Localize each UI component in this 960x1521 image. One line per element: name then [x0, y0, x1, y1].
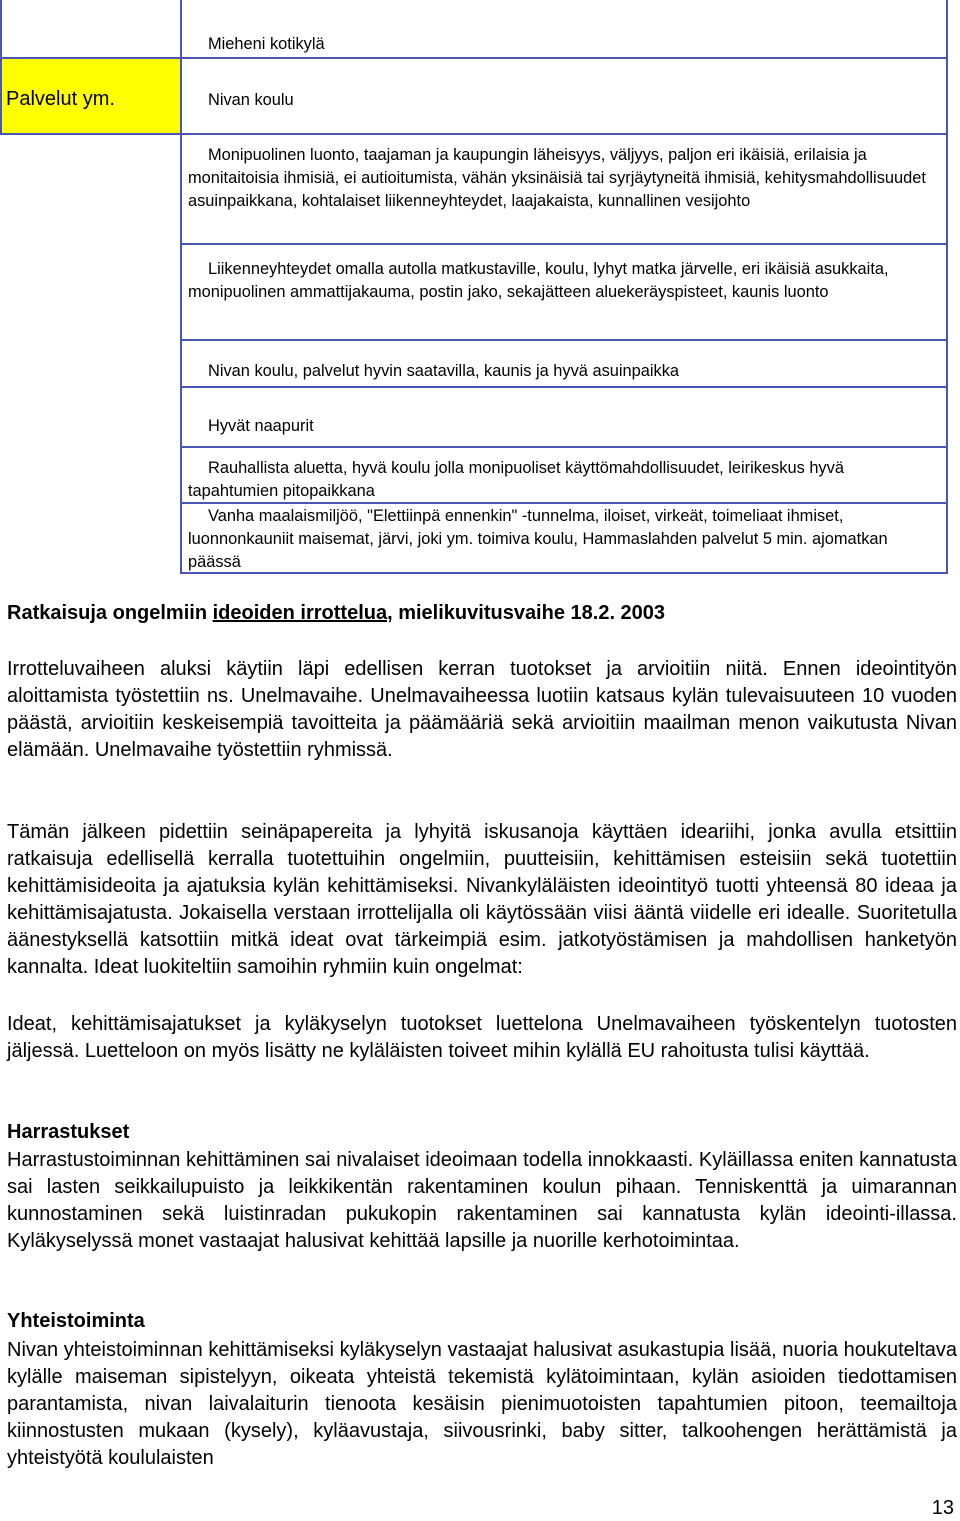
table-cell: Liikenneyhteydet omalla autolla matkustaville, koulu, lyhyt matka järvelle, eri ikäisiä asukkaita, monipuolinen ammattijakauma, postin jako, sekajätteen aluekeräyspisteet, kaunis luonto: [188, 260, 889, 301]
table-cell: Hyvät naapurit: [208, 417, 314, 435]
table-cell: Vanha maalaismiljöö, "Elettiinpä ennenkin" -tunnelma, iloiset, virkeät, toimeliaat ihmiset, luonnonkauniit maisemat, järvi, joki ym. toimiva koulu, Hammaslahden palvelut 5 min. ajomatkan päässä: [188, 507, 888, 571]
heading-part-3: mielikuvitusvaihe 18.2. 2003: [398, 602, 666, 624]
heading-part-1: Ratkaisuja ongelmiin: [7, 602, 208, 624]
table-cell: Nivan koulu, palvelut hyvin saatavilla, kaunis ja hyvä asuinpaikka: [208, 362, 680, 380]
table-row-line: [180, 243, 948, 245]
subheading-harrastukset: Harrastukset: [7, 1121, 130, 1143]
paragraph: Tämän jälkeen pidettiin seinäpapereita ja lyhyitä iskusanoja käyttäen ideariihi, jonka avulla etsittiin ratkaisuja edellisellä kerralla tuotettuihin ongelmiin, puutteisiin, kehittämisen esteisiin sekä tuotettiin kehittämisideoita ja ajatuksia kylän kehittämiseksi. Nivankyläläisten ideointityö tuotti yhteensä 80 ideaa ja kehittämisajatusta. Jokaisella verstaan irrottelijalla oli käytössään viisi ääntä viidelle eri idealle. Suoritetulla äänestyksellä katsottiin mitkä ideat ovat tärkeimpiä esim. jatkotyöstämisen ja mahdollisen hanketyön kannalta. Ideat luokiteltiin samoihin ryhmiin kuin ongelmat:: [7, 821, 957, 978]
page-number: 13: [931, 1497, 954, 1519]
table-row-line: [180, 446, 948, 448]
table-cell: Monipuolinen luonto, taajaman ja kaupungin läheisyys, väljyys, paljon eri ikäisiä, erilaisia ja monitaitoisia ihmisiä, ei autioitumista, vähän yksinäisiä tai syrjäytyneitä ihmisiä, kehitysmahdollisuudet asuinpaikkana, kohtalaiset liikenneyhteydet, laajakaista, kunnallinen vesijohto: [188, 146, 926, 210]
paragraph: Harrastustoiminnan kehittäminen sai nivalaiset ideoimaan todella innokkaasti. Kyläillassa eniten kannatusta sai lasten seikkailupuisto ja leikkikentän rakentaminen koulun pihaan. Tenniskenttä ja uimarannan kunnostaminen sekä luistinradan pukukopin rakentaminen sai kannatusta kylän ideointi-illassa. Kyläkyselyssä monet vastaajat halusivat kehittää lapsille ja nuorille kerhotoimintaa.: [7, 1149, 957, 1252]
section-heading: [7, 602, 665, 625]
table-row-line: [0, 133, 948, 135]
table-cell: Rauhallista aluetta, hyvä koulu jolla monipuoliset käyttömahdollisuudet, leirikeskus hyvä tapahtumien pitopaikkana: [188, 459, 844, 500]
heading-part-2: ideoiden irrottelua,: [212, 602, 393, 624]
paragraph: Ideat, kehittämisajatukset ja kyläkyselyn tuotokset luettelona Unelmavaiheen työskentelyn tuotosten jäljessä. Luetteloon on myös lisätty ne kyläläisten toiveet mihin kylällä EU rahoitusta tulisi käyttää.: [7, 1013, 957, 1062]
table-label: Palvelut ym.: [6, 88, 115, 110]
paragraph: Irrotteluvaiheen aluksi käytiin läpi edellisen kerran tuotokset ja arvioitiin niitä. Ennen ideointityön aloittamista työstettiin ns. Unelmavaihe. Unelmavaiheessa luotiin katsaus kylän tulevaisuuteen 10 vuoden päästä, arvioitiin keskeisempiä tavoitteita ja päämääriä sekä arvioitiin maailman menon vaikutusta Nivan elämään. Unelmavaihe työstettiin ryhmissä.: [7, 658, 957, 761]
table-row-line: [180, 386, 948, 388]
table-cell: Nivan koulu: [208, 91, 294, 109]
table-row-line: [180, 339, 948, 341]
table-cell: Mieheni kotikylä: [208, 35, 325, 53]
table-border-right: [946, 0, 948, 574]
subheading-yhteistoiminta: Yhteistoiminta: [7, 1310, 145, 1332]
table-border-divider: [180, 0, 182, 574]
paragraph: Nivan yhteistoiminnan kehittämiseksi kyläkyselyn vastaajat halusivat asukastupia lisää, nuoria houkuteltava kylälle maiseman sipistelyyn, oikeata yhteistä tekemistä kylätoimintaan, kylän asioiden tiedottamisen parantamista, nivan laivalaiturin tienoota kesäisin pienimuotoisten tapahtumien pitoon, teemailtoja kiinnostusten mukaan (kysely), kyläavustaja, siivousrinki, baby sitter, talkoohengen herättämistä ja yhteistyötä koululaisten: [7, 1339, 957, 1469]
